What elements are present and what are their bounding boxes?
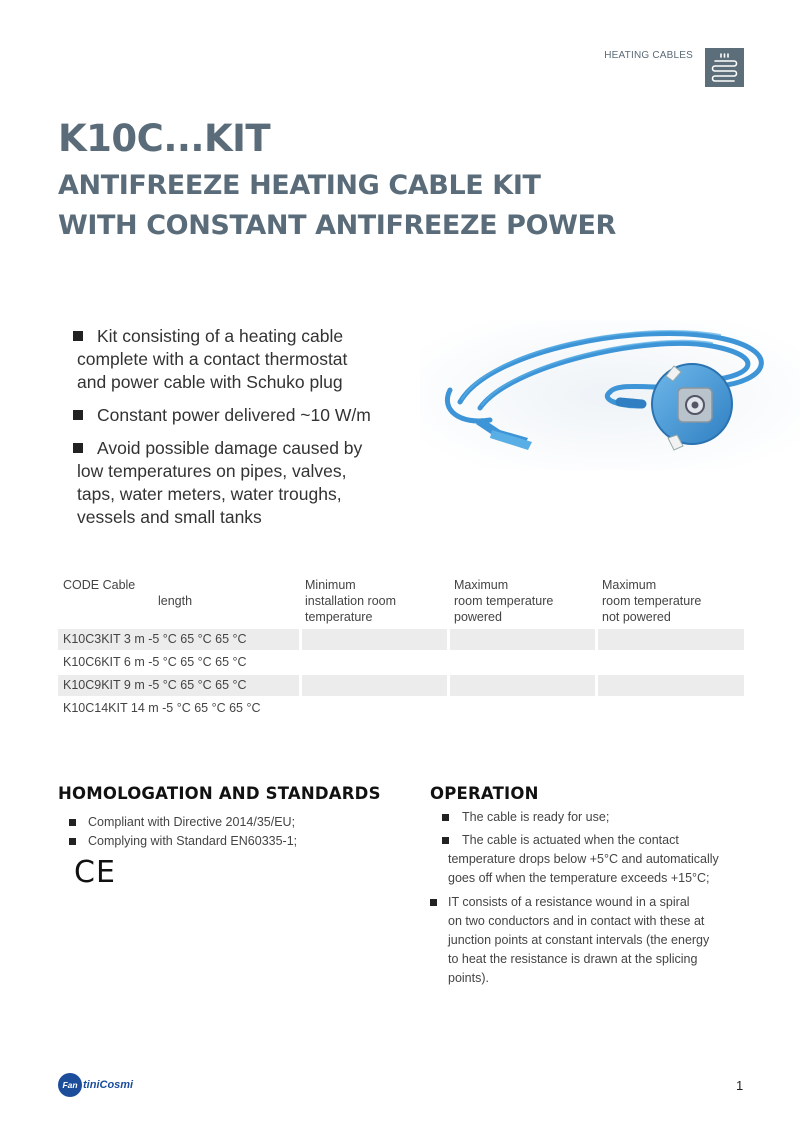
header-text: room temperature <box>602 594 702 608</box>
header-min-install <box>305 577 396 625</box>
header-text: CODE Cable <box>63 578 136 592</box>
subtitle-line: WITH CONSTANT ANTIFREEZE POWER <box>58 210 616 241</box>
feature-item <box>60 404 405 427</box>
header-text: Maximum <box>454 578 509 592</box>
list-item-text: Complying with Standard EN60335-1; <box>88 834 298 848</box>
brand-logo <box>58 1073 133 1097</box>
product-photo <box>420 320 800 470</box>
homologation-title: HOMOLOGATION AND STANDARDS <box>58 784 381 803</box>
row-text: K10C14KIT 14 m -5 °C 65 °C 65 °C <box>63 701 261 715</box>
header-text: temperature <box>305 610 373 624</box>
bullet-square-icon <box>73 443 83 453</box>
bullet-square-icon <box>73 331 83 341</box>
heating-cable-icon <box>705 48 744 87</box>
list-item-text: to heat the resistance is drawn at the splicing <box>448 952 698 966</box>
feature-item <box>60 437 405 529</box>
feature-text: and power cable with Schuko plug <box>77 372 343 392</box>
list-item <box>58 832 297 851</box>
header-code <box>63 577 192 609</box>
list-item-text: junction points at constant intervals (the energy <box>448 933 710 947</box>
bullet-square-icon <box>69 819 76 826</box>
header-text: powered <box>454 610 502 624</box>
list-item-text: IT consists of a resistance wound in a spiral <box>448 895 690 909</box>
bullet-square-icon <box>442 837 449 844</box>
feature-text: Kit consisting of a heating cable <box>97 326 344 346</box>
feature-text: low temperatures on pipes, valves, <box>77 461 347 481</box>
header-text: Maximum <box>602 578 657 592</box>
section-label: HEATING CABLES <box>604 50 693 61</box>
list-item-text: points). <box>448 971 489 985</box>
list-item-text: The cable is actuated when the contact <box>462 833 679 847</box>
list-item-text: The cable is ready for use; <box>462 810 610 824</box>
list-item-text: Compliant with Directive 2014/35/EU; <box>88 815 296 829</box>
feature-text: complete with a contact thermostat <box>77 349 348 369</box>
homologation-list <box>58 813 297 851</box>
list-item-text: on two conductors and in contact with these at <box>448 914 705 928</box>
feature-text: Constant power delivered ~10 W/m <box>97 405 371 425</box>
feature-text: taps, water meters, water troughs, <box>77 484 342 504</box>
table-row <box>58 697 746 720</box>
bullet-square-icon <box>73 410 83 420</box>
bullet-square-icon <box>69 838 76 845</box>
header-max-powered <box>454 577 553 625</box>
table-row <box>58 651 746 674</box>
feature-list <box>60 325 405 539</box>
feature-text: Avoid possible damage caused by <box>97 438 363 458</box>
row-text: K10C3KIT 3 m -5 °C 65 °C 65 °C <box>63 632 247 646</box>
list-item <box>430 893 750 988</box>
header-text: installation room <box>305 594 397 608</box>
ce-mark-icon: CE <box>74 855 116 890</box>
logo-badge: Fan <box>58 1073 82 1097</box>
list-item <box>58 813 297 832</box>
list-item-text: temperature drops below +5°C and automatically <box>448 852 719 866</box>
table-row <box>58 628 746 651</box>
table-header <box>58 577 746 625</box>
header-text: not powered <box>602 610 671 624</box>
operation-title: OPERATION <box>430 784 539 803</box>
feature-text: vessels and small tanks <box>77 507 262 527</box>
list-item <box>430 808 750 827</box>
operation-list <box>430 808 750 988</box>
header-text: length <box>158 594 193 608</box>
header-text: Minimum <box>305 578 356 592</box>
subtitle-line: ANTIFREEZE HEATING CABLE KIT <box>58 170 541 201</box>
spec-table <box>58 577 746 720</box>
list-item-text: goes off when the temperature exceeds +15°C; <box>448 871 710 885</box>
product-code-title: K10C...KIT <box>58 117 271 160</box>
page-number: 1 <box>736 1078 744 1093</box>
bullet-square-icon <box>430 899 437 906</box>
header-max-unpowered <box>602 577 701 625</box>
header-text: room temperature <box>454 594 554 608</box>
bullet-square-icon <box>442 814 449 821</box>
table-row <box>58 674 746 697</box>
logo-text: tiniCosmi <box>83 1079 134 1091</box>
feature-item <box>60 325 405 394</box>
product-subtitle <box>58 166 616 246</box>
row-text: K10C9KIT 9 m -5 °C 65 °C 65 °C <box>63 678 247 692</box>
row-text: K10C6KIT 6 m -5 °C 65 °C 65 °C <box>63 655 247 669</box>
list-item <box>430 831 750 888</box>
